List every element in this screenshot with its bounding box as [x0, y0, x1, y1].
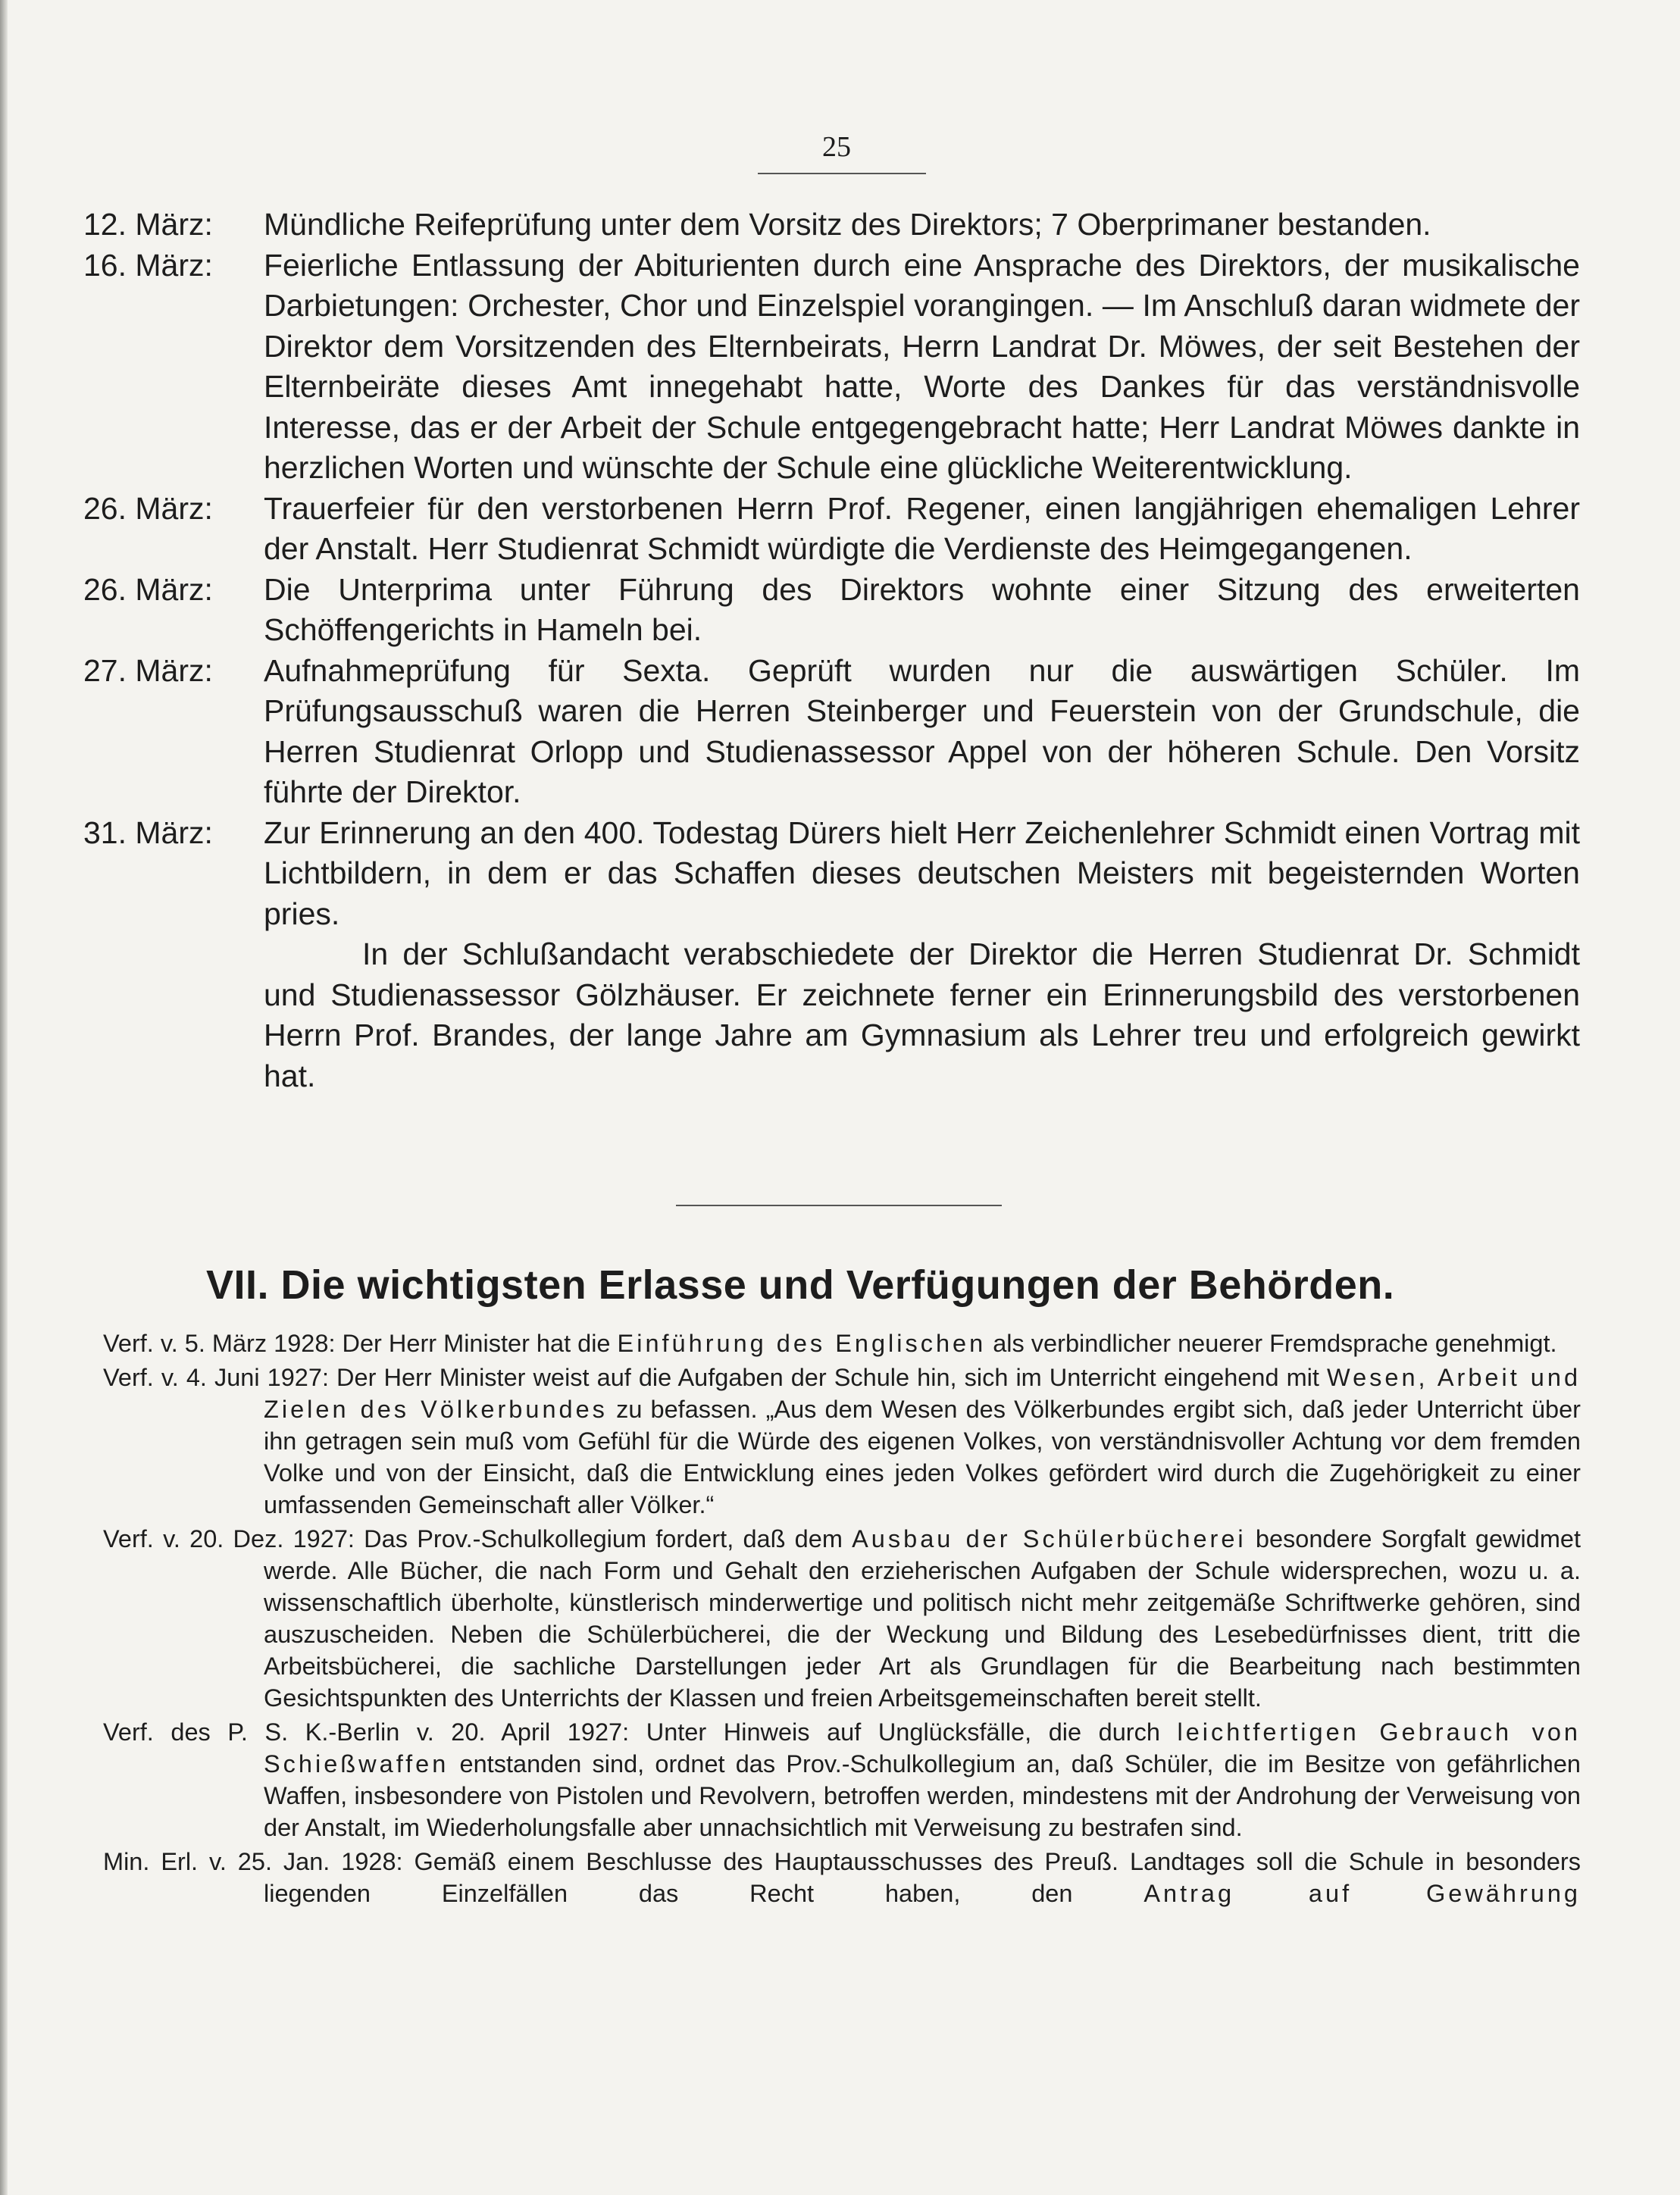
decree-item	[103, 1327, 1581, 1359]
decree-item	[103, 1846, 1581, 1909]
chronicle-entry	[83, 570, 1580, 651]
page-number-rule	[758, 173, 926, 174]
decree-item	[103, 1362, 1581, 1521]
chronicle-entry	[83, 813, 1580, 935]
page-edge-shadow	[0, 0, 8, 2195]
entry-date: 31. März:	[83, 815, 213, 850]
entry-text: Aufnahmeprüfung für Sexta. Geprüft wurden nur die auswärtigen Schüler. Im Prüfungsausschuß waren die Herren Steinberger und Feuerstein von der Grundschule, die Herren Studienrat Orlopp und Studienassessor Appel von der höheren Schule. Den Vorsitz führte der Direktor.	[264, 652, 1580, 809]
entry-date: 26. März:	[83, 571, 213, 607]
decree-text: besondere Sorgfalt gewidmet werde. Alle Bücher, die nach Form und Gehalt den erzieherischen Aufgaben der Schule widersprechen, wozu u. a. wissenschaftlich überholte, künstlerisch minderwertige und politisch nicht mehr zeitgemäße Schriftwerke gehören, sind auszuscheiden. Neben die Schülerbücherei, die der Weckung und Bildung des Lesebedürfnisses dient, tritt die Arbeitsbücherei, die sachliche Darstellungen jeder Art als Grundlagen für die Bearbeitung nach bestimmten Gesichtspunkten des Unterrichts der Klassen und freien Arbeitsgemeinschaften bereit stellt.	[264, 1525, 1581, 1712]
chronicle-entry	[83, 245, 1580, 489]
closing-paragraph: In der Schlußandacht verabschiedete der Direktor die Herren Studienrat Dr. Schmidt und Studienassessor Gölzhäuser. Er zeichnete ferner ein Erinnerungsbild des verstorbenen Herrn Prof. Brandes, der lange Jahre am Gymnasium als Lehrer treu und erfolgreich gewirkt hat.	[264, 936, 1580, 1093]
decree-text: als verbindlicher neuerer Fremdsprache genehmigt.	[993, 1330, 1557, 1357]
chronicle-entries	[83, 205, 1580, 1096]
decree-reference: Verf. v. 20. Dez. 1927:	[103, 1525, 355, 1552]
decree-emphasis: Antrag auf Gewährung	[1143, 1880, 1581, 1907]
decree-reference: Verf. des P. S. K.-Berlin v. 20. April 1927:	[103, 1718, 630, 1746]
chronicle-entry	[83, 489, 1580, 570]
entry-text: Feierliche Entlassung der Abiturienten durch eine Ansprache des Direktors, der musikalische Darbietungen: Orchester, Chor und Einzelspiel vorangingen. — Im Anschluß daran widmete der Direktor dem Vorsitzenden des Elternbeirats, Herrn Landrat Dr. Möwes, der seit Bestehen der Elternbeiräte dieses Amt innegehabt hatte, Worte des Dankes für das verständnisvolle Interesse, das er der Arbeit der Schule entgegengebracht hatte; Herr Landrat Möwes dankte in herzlichen Worten und wünschte der Schule eine glückliche Weiterentwicklung.	[264, 247, 1580, 485]
entry-text: Mündliche Reifeprüfung unter dem Vorsitz des Direktors; 7 Oberprimaner bestanden.	[264, 207, 1431, 242]
decree-item	[103, 1716, 1581, 1843]
page-number: 25	[822, 131, 851, 163]
decree-reference: Min. Erl. v. 25. Jan. 1928:	[103, 1848, 403, 1875]
decree-text: zu befassen. „Aus dem Wesen des Völkerbundes ergibt sich, daß jeder Unterricht über ihn getragen sein muß vom Gefühl für die Würde des eigenen Volkes, von verständnisvoller Achtung vor dem fremden Volke und von der Einsicht, daß die Entwicklung eines jeden Volkes gefördert wird durch die Zugehörigkeit zu einer umfassenden Gemeinschaft aller Völker.“	[264, 1396, 1581, 1518]
entry-date: 27. März:	[83, 652, 213, 688]
decree-text: Das Prov.-Schulkollegium fordert, daß dem	[364, 1525, 843, 1552]
decree-text: Gemäß einem Beschlusse des Hauptausschusses des Preuß. Landtages soll die Schule in besonders liegenden Einzelfällen das Recht haben, den	[264, 1848, 1581, 1907]
chronicle-entry	[83, 651, 1580, 813]
decree-emphasis: Einführung des Englischen	[617, 1330, 987, 1357]
decree-text: Der Herr Minister hat die	[342, 1330, 611, 1357]
decree-reference: Verf. v. 4. Juni 1927:	[103, 1364, 329, 1391]
entry-date: 12. März:	[83, 207, 213, 242]
decree-emphasis: Ausbau der Schülerbücherei	[852, 1525, 1247, 1552]
entry-text: Die Unterprima unter Führung des Direktors wohnte einer Sitzung des erweiterten Schöffengerichts in Hameln bei.	[264, 571, 1580, 647]
section-heading: VII. Die wichtigsten Erlasse und Verfügungen der Behörden.	[206, 1262, 1395, 1308]
decree-text: Der Herr Minister weist auf die Aufgaben der Schule hin, sich im Unterricht eingehend mit	[336, 1364, 1319, 1391]
decree-item	[103, 1523, 1581, 1714]
decree-emphasis: Wesen, Arbeit und Zielen des Völkerbundes	[264, 1364, 1581, 1423]
entry-date: 16. März:	[83, 247, 213, 283]
decree-text: Unter Hinweis auf Unglücksfälle, die durch	[646, 1718, 1160, 1746]
decree-reference: Verf. v. 5. März 1928:	[103, 1330, 336, 1357]
decrees-list	[103, 1327, 1581, 1912]
decree-text: entstanden sind, ordnet das Prov.-Schulkollegium an, daß Schüler, die im Besitze von gefährlichen Waffen, insbesondere von Pistolen und Revolvern, betroffen werden, mindestens mit der Androhung der Verweisung von der Anstalt, im Wiederholungsfalle aber unnachsichtlich mit Verweisung zu bestrafen sind.	[264, 1750, 1581, 1841]
entry-text: Zur Erinnerung an den 400. Todestag Dürers hielt Herr Zeichenlehrer Schmidt einen Vortrag mit Lichtbildern, in dem er das Schaffen dieses deutschen Meisters mit begeisternden Worten pries.	[264, 815, 1580, 931]
entry-text: Trauerfeier für den verstorbenen Herrn Prof. Regener, einen langjährigen ehemaligen Lehrer der Anstalt. Herr Studienrat Schmidt würdigte die Verdienste des Heimgegangenen.	[264, 490, 1580, 566]
chronicle-entry	[83, 205, 1580, 245]
decree-emphasis: leichtfertigen Gebrauch von Schießwaffen	[264, 1718, 1581, 1778]
section-divider	[676, 1205, 1002, 1206]
entry-date: 26. März:	[83, 490, 213, 526]
